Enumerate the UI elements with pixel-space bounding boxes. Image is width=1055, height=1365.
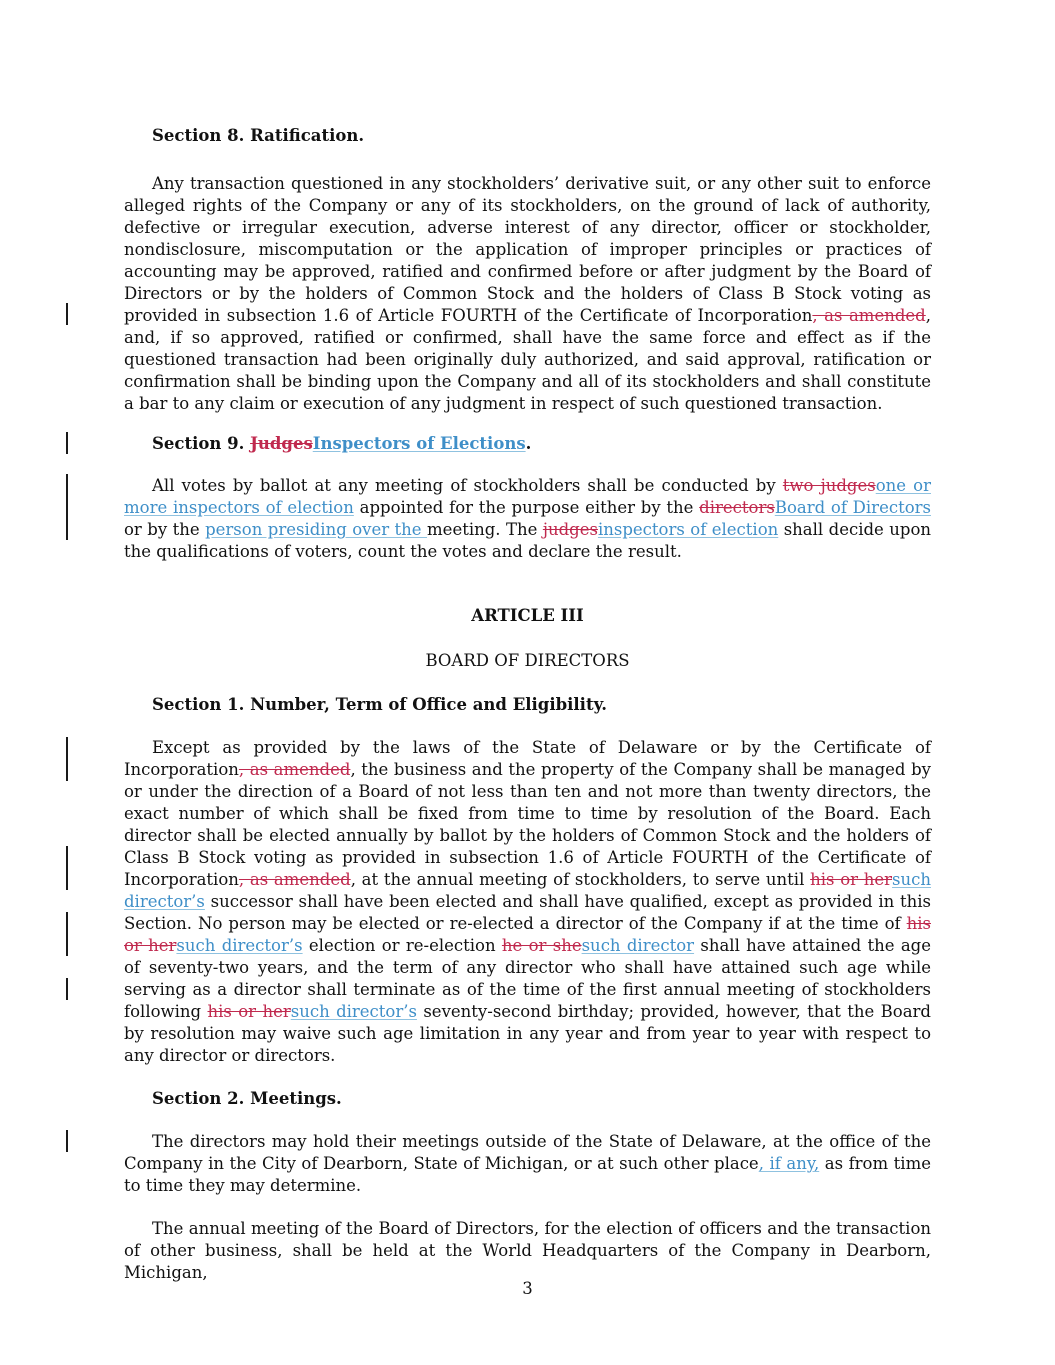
section-8-paragraph — [124, 173, 931, 415]
inserted-text: such director’s — [124, 870, 931, 911]
inserted-text: one or more inspectors of election — [124, 476, 931, 517]
change-bar — [66, 303, 68, 325]
text-run: as from time to time they may determine. — [124, 1154, 931, 1195]
inserted-text: such director — [581, 936, 695, 955]
text-run: All votes by ballot at any meeting of stockholders shall be conducted by — [152, 476, 783, 495]
section-2-paragraph-1 — [124, 1131, 931, 1197]
text-run: election or re-election — [302, 936, 502, 955]
change-bar — [66, 912, 68, 956]
text-run: Section 2. Meetings. — [152, 1089, 342, 1108]
section-8-heading — [124, 125, 931, 147]
deleted-text: directors — [699, 498, 775, 517]
section-1-heading — [124, 694, 931, 716]
change-bar — [66, 1130, 68, 1152]
text-run: , and, if so approved, ratified or confirmed, shall have the same force and effect as if the questioned transaction had been originally duly authorized, and said approval, ratification or confirmation shall be binding upon the Company and all of its stockholders and shall constitute a bar to any claim or execution of any judgment in respect of such questioned transaction. — [124, 306, 931, 413]
deleted-text: his or her — [124, 914, 931, 955]
deleted-text: Judges — [250, 434, 313, 453]
change-bar — [66, 737, 68, 781]
section-2-paragraph-2 — [124, 1218, 931, 1284]
text-run: . — [525, 434, 532, 453]
article-3-subtitle — [124, 650, 931, 672]
text-run: successor shall have been elected and shall have qualified, except as provided in this Section. No person may be elected or re-elected a director of the Company if at the time of — [124, 892, 931, 933]
text-run: ARTICLE III — [471, 606, 584, 625]
inserted-text: Board of Directors — [774, 498, 931, 517]
text-run: BOARD OF DIRECTORS — [425, 651, 630, 670]
text-run: shall decide upon the qualifications of voters, count the votes and declare the result. — [124, 520, 932, 561]
change-bar — [66, 474, 68, 540]
text-run: Section 9. — [152, 434, 251, 453]
change-bar — [66, 978, 68, 1000]
text-run: meeting. The — [427, 520, 543, 539]
text-run: shall have attained the age of seventy-two years, and the term of any director who shall have attained such age while serving as a director shall terminate as of the time of the first annual meeting of stockholders following — [124, 936, 931, 1021]
text-run: The directors may hold their meetings outside of the State of Delaware, at the office of the Company in the City of Dearborn, State of Michigan, or at such other place — [124, 1132, 931, 1173]
inserted-text: person presiding over the — [205, 520, 428, 539]
section-9-paragraph — [124, 475, 931, 563]
text-run: Except as provided by the laws of the State of Delaware or by the Certificate of Incorporation — [124, 738, 931, 779]
deleted-text: his or her — [810, 870, 893, 889]
change-bar — [66, 846, 68, 890]
text-run: Any transaction questioned in any stockholders’ derivative suit, or any other suit to enforce alleged rights of the Company or any of its stockholders, on the ground of lack of authority, defective or irregular execution, adverse interest of any director, officer or stockholder, nondisclosure, miscomputation or the application of improper principles or practices of accounting may be approved, ratified and confirmed before or after judgment by the Board of Directors or by the holders of Common Stock and the holders of Class B Stock voting as provided in subsection 1.6 of Article FOURTH of the Certificate of Incorporation — [124, 174, 931, 325]
text-run: Section 1. Number, Term of Office and Eligibility. — [152, 695, 608, 714]
text-run: appointed for the purpose either by the — [353, 498, 700, 517]
section-2-heading — [124, 1088, 931, 1110]
deleted-text: , as amended — [238, 760, 351, 779]
text-run: or by the — [124, 520, 206, 539]
inserted-text: , if any, — [758, 1154, 820, 1173]
article-3-title — [124, 605, 931, 627]
deleted-text: his or her — [207, 1002, 291, 1021]
inserted-text: such director’s — [290, 1002, 417, 1021]
text-run: , at the annual meeting of stockholders, to serve until — [350, 870, 811, 889]
inserted-text: such director’s — [176, 936, 303, 955]
deleted-text: judges — [542, 520, 598, 539]
section-9-heading — [124, 433, 931, 455]
section-1-paragraph — [124, 737, 931, 1067]
text-run: Section 8. Ratification. — [152, 126, 365, 145]
text-run: , the business and the property of the Company shall be managed by or under the direction of a Board of not less than ten and not more than twenty directors, the exact number of which shall be fixed from time to time by resolution of the Board. Each director shall be elected annually by ballot by the holders of Common Stock and the holders of Class B Stock voting as provided in subsection 1.6 of Article FOURTH of the Certificate of Incorporation — [124, 760, 931, 889]
deleted-text: , as amended — [238, 870, 351, 889]
page-number: 3 — [522, 1279, 533, 1298]
text-run: The annual meeting of the Board of Directors, for the election of officers and the transaction of other business, shall be held at the World Headquarters of the Company in Dearborn, Michigan, — [124, 1219, 931, 1282]
inserted-text: inspectors of election — [597, 520, 779, 539]
text-run: seventy-second birthday; provided, however, that the Board by resolution may waive such age limitation in any year and from year to year with respect to any director or directors. — [124, 1002, 931, 1065]
deleted-text: , as amended — [812, 306, 926, 325]
document-content — [124, 125, 931, 1284]
inserted-text: Inspectors of Elections — [312, 434, 526, 453]
deleted-text: he or she — [501, 936, 582, 955]
change-bar — [66, 432, 68, 454]
deleted-text: two judges — [782, 476, 876, 495]
